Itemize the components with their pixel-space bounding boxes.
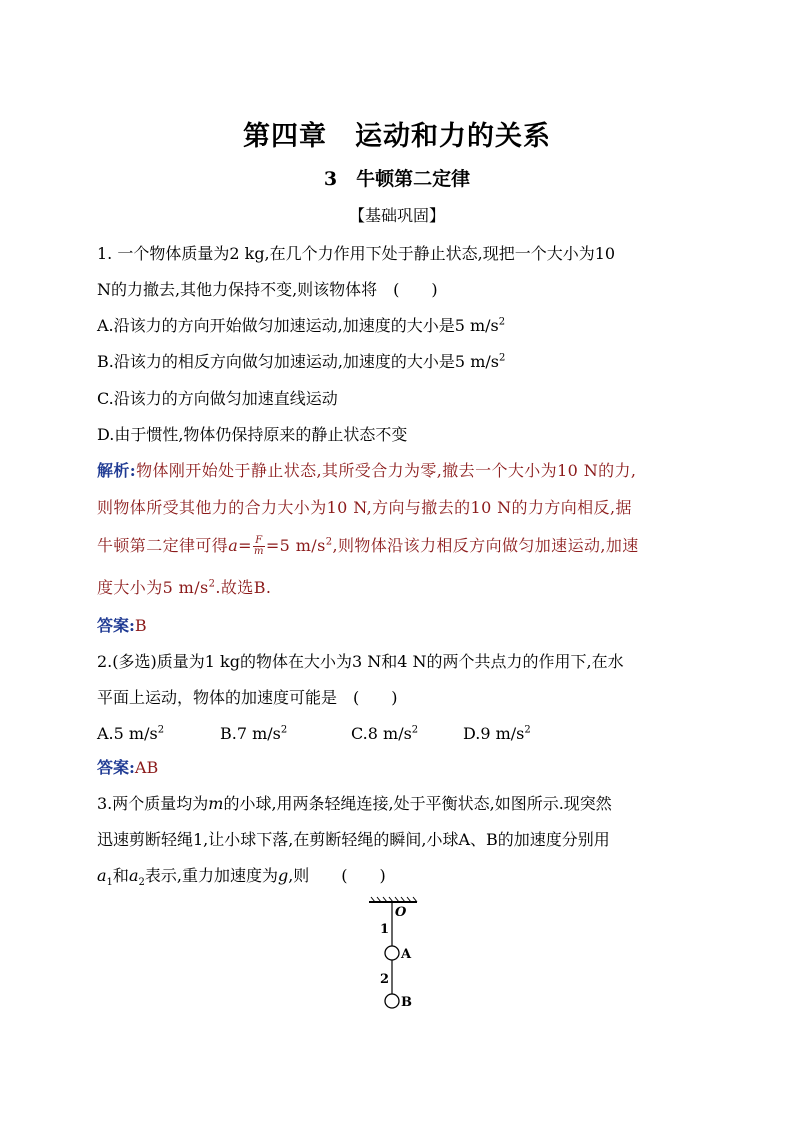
label-rope-1: 1: [380, 922, 390, 937]
answer-label: 答案:: [97, 616, 135, 635]
q1-option-b-text: B.沿该力的相反方向做匀加速运动,加速度的大小是5 m/s: [97, 352, 499, 371]
label-rope-2: 2: [380, 972, 390, 987]
variable-a2: a: [128, 866, 139, 885]
chapter-title: 第四章 运动和力的关系: [243, 121, 551, 152]
q1-option-d: D.由于惯性,物体仍保持原来的静止状态不变: [97, 425, 408, 444]
q1-analysis-line-4: [97, 578, 271, 598]
q2-option-a: [97, 724, 164, 744]
subscript: 1: [106, 877, 113, 889]
q2-option-b: [220, 724, 287, 744]
q1-analysis-line-2: 则物体所受其他力的合力大小为10 N,方向与撤去的10 N的力方向相反,据: [97, 498, 632, 517]
q3-text: ,则 ( ): [288, 866, 386, 885]
variable-a: a: [228, 536, 239, 555]
q1-stem-line-1: 1. 一个物体质量为2 kg,在几个力作用下处于静止状态,现把一个大小为10: [97, 244, 616, 263]
answer-label: 答案:: [97, 758, 135, 777]
q1-option-b: [97, 352, 505, 372]
superscript: 2: [208, 578, 216, 590]
q3-stem-line-1: [97, 794, 612, 814]
superscript: 2: [325, 536, 333, 548]
analysis-label: 解析:: [97, 461, 137, 480]
variable-g: g: [277, 866, 289, 885]
q3-text: 3.两个质量均为: [97, 794, 209, 813]
ceiling-hatch: [369, 897, 417, 902]
q2-answer: [97, 758, 158, 778]
q3-text: 的小球,用两条轻绳连接,处于平衡状态,如图所示.现突然: [223, 794, 612, 813]
option-text: D.9 m/s: [463, 724, 525, 743]
q1-option-c: C.沿该力的方向做匀加速直线运动: [97, 389, 338, 408]
q1-option-a-text: A.沿该力的方向开始做匀加速运动,加速度的大小是5 m/s: [97, 316, 499, 335]
subscript: 2: [138, 877, 145, 889]
q1-stem-line-2: N的力撤去,其他力保持不变,则该物体将 ( ): [97, 280, 438, 299]
q2-options-row: [97, 724, 697, 744]
label-o: O: [395, 905, 407, 920]
fraction-numerator: F: [253, 536, 265, 547]
q1-analysis-line-3: [97, 536, 639, 557]
variable-a1: a: [97, 866, 107, 885]
equals-sign: =: [238, 536, 252, 555]
variable-m: m: [208, 794, 224, 813]
analysis-text: 牛顿第二定律可得: [97, 536, 229, 555]
q2-option-d: [463, 724, 531, 744]
label-b: B: [401, 995, 412, 1010]
analysis-text: 度大小为5 m/s: [97, 578, 209, 597]
q3-text: 和: [112, 866, 129, 885]
ball-b: [385, 994, 399, 1008]
superscript: 2: [524, 724, 531, 736]
section-title: 3 牛顿第二定律: [323, 168, 471, 190]
superscript: 2: [411, 724, 419, 736]
q3-text: 表示,重力加速度为: [144, 866, 278, 885]
fraction-f-over-m: [253, 536, 265, 557]
answer-value: AB: [134, 758, 159, 777]
q2-option-c: [351, 724, 418, 744]
superscript: 2: [498, 352, 506, 364]
q1-analysis-line-1: [97, 461, 636, 481]
q3-stem-line-3: [97, 866, 386, 889]
q2-stem-line-2: 平面上运动，物体的加速度可能是 ( ): [97, 688, 398, 707]
superscript: 2: [280, 724, 288, 736]
analysis-text: =5 m/s: [265, 536, 326, 555]
q3-stem-line-2: 迅速剪断轻绳1,让小球下落,在剪断轻绳的瞬间,小球A、B的加速度分别用: [97, 830, 610, 849]
ball-a: [385, 946, 399, 960]
option-text: A.5 m/s: [97, 724, 158, 743]
analysis-text: .故选B.: [215, 578, 272, 597]
superscript: 2: [498, 316, 506, 328]
option-text: B.7 m/s: [220, 724, 281, 743]
fraction-denominator: m: [253, 546, 264, 557]
analysis-text: 物体刚开始处于静止状态,其所受合力为零,撤去一个大小为10 N的力,: [136, 461, 637, 480]
q2-stem-line-1: 2.(多选)质量为1 kg的物体在大小为3 N和4 N的两个共点力的作用下,在水: [97, 652, 624, 671]
hanging-balls-figure: [365, 896, 445, 1021]
analysis-text: ,则物体沿该力相反方向做匀加速运动,加速: [332, 536, 639, 555]
section-tag: 【基础巩固】: [348, 206, 445, 225]
label-a: A: [401, 947, 412, 962]
option-text: C.8 m/s: [351, 724, 412, 743]
superscript: 2: [157, 724, 165, 736]
q1-option-a: [97, 316, 505, 336]
answer-value: B: [134, 616, 147, 635]
q1-answer: [97, 616, 147, 636]
